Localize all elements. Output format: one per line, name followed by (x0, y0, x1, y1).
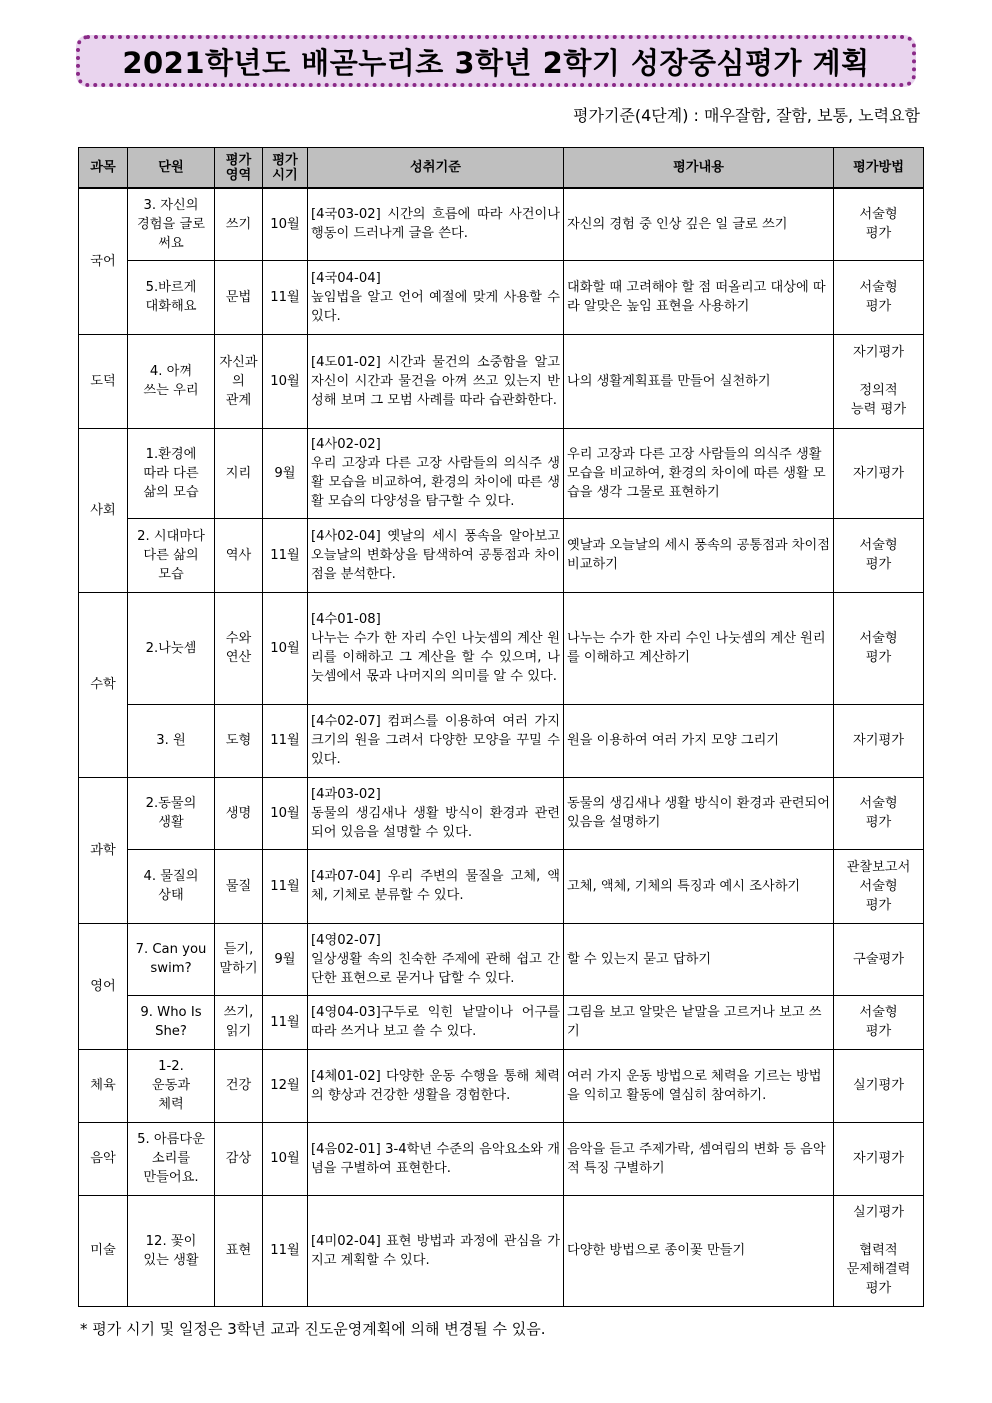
content-cell: 그림을 보고 알맞은 낱말을 고르거나 보고 쓰기 (564, 995, 834, 1049)
table-row (79, 1195, 924, 1306)
area-cell: 역사 (215, 518, 263, 592)
content-cell: 여러 가지 운동 방법으로 체력을 기르는 방법을 익히고 활동에 열심히 참여하기. (564, 1049, 834, 1122)
table-row (79, 518, 924, 592)
unit-cell: 1-2. 운동과 체력 (128, 1049, 215, 1122)
page-title: 2021학년도 배곧누리초 3학년 2학기 성장중심평가 계획 (122, 45, 870, 80)
table-header-row (79, 148, 924, 189)
header-method: 평가방법 (834, 148, 924, 189)
area-cell: 수와 연산 (215, 592, 263, 704)
table-row (79, 334, 924, 428)
area-cell: 자신과 의 관계 (215, 334, 263, 428)
unit-cell: 5.바르게 대화해요 (128, 260, 215, 334)
content-cell: 원을 이용하여 여러 가지 모양 그리기 (564, 704, 834, 777)
standard-cell: [4영02-07] 일상생활 속의 친숙한 주제에 관해 쉽고 간단한 표현으로 묻거나 답할 수 있다. (308, 923, 564, 995)
content-cell: 나의 생활계획표를 만들어 실천하기 (564, 334, 834, 428)
time-cell: 11월 (263, 1195, 308, 1306)
subject-cell: 음악 (79, 1122, 128, 1195)
evaluation-criteria: 평가기준(4단계) : 매우잘함, 잘함, 보통, 노력요함 (573, 106, 920, 125)
table-row (79, 1049, 924, 1122)
area-cell: 문법 (215, 260, 263, 334)
standard-cell: [4미02-04] 표현 방법과 과정에 관심을 가지고 계획할 수 있다. (308, 1195, 564, 1306)
footnote: * 평가 시기 및 일정은 3학년 교과 진도운영계획에 의해 변경될 수 있음. (80, 1320, 546, 1338)
content-cell: 동물의 생김새나 생활 방식이 환경과 관련되어 있음을 설명하기 (564, 777, 834, 849)
standard-cell: [4수01-08] 나누는 수가 한 자리 수인 나눗셈의 계산 원리를 이해하고 그 계산을 할 수 있으며, 나눗셈에서 몫과 나머지의 의미를 알 수 있다. (308, 592, 564, 704)
table-row (79, 995, 924, 1049)
standard-cell: [4사02-04] 옛날의 세시 풍속을 알아보고 오늘날의 변화상을 탐색하여 공통점과 차이점을 분석한다. (308, 518, 564, 592)
standard-cell: [4수02-07] 컴퍼스를 이용하여 여러 가지 크기의 원을 그려서 다양한 모양을 꾸밀 수 있다. (308, 704, 564, 777)
time-cell: 10월 (263, 188, 308, 260)
content-cell: 우리 고장과 다른 고장 사람들의 의식주 생활 모습을 비교하여, 환경의 차이에 따른 생활 모습을 생각 그물로 표현하기 (564, 428, 834, 518)
unit-cell: 2.동물의 생활 (128, 777, 215, 849)
subject-cell: 영어 (79, 923, 128, 1049)
table-row (79, 1122, 924, 1195)
unit-cell: 4. 물질의 상태 (128, 849, 215, 923)
title-banner (76, 35, 916, 87)
subject-cell: 미술 (79, 1195, 128, 1306)
area-cell: 듣기, 말하기 (215, 923, 263, 995)
subject-cell: 국어 (79, 188, 128, 334)
subject-cell: 사회 (79, 428, 128, 592)
header-area: 평가 영역 (215, 148, 263, 189)
time-cell: 11월 (263, 995, 308, 1049)
method-cell: 자기평가 (834, 1122, 924, 1195)
method-cell: 실기평가 (834, 1049, 924, 1122)
content-cell: 할 수 있는지 묻고 답하기 (564, 923, 834, 995)
header-time: 평가 시기 (263, 148, 308, 189)
table-row (79, 428, 924, 518)
time-cell: 9월 (263, 923, 308, 995)
time-cell: 10월 (263, 777, 308, 849)
unit-cell: 4. 아껴 쓰는 우리 (128, 334, 215, 428)
table-row (79, 592, 924, 704)
standard-cell: [4음02-01] 3-4학년 수준의 음악요소와 개념을 구별하여 표현한다. (308, 1122, 564, 1195)
area-cell: 감상 (215, 1122, 263, 1195)
unit-cell: 3. 원 (128, 704, 215, 777)
unit-cell: 5. 아름다운 소리를 만들어요. (128, 1122, 215, 1195)
standard-cell: [4과07-04] 우리 주변의 물질을 고체, 액체, 기체로 분류할 수 있다. (308, 849, 564, 923)
subject-cell: 과학 (79, 777, 128, 923)
time-cell: 10월 (263, 1122, 308, 1195)
time-cell: 11월 (263, 518, 308, 592)
table-row (79, 188, 924, 260)
method-cell: 실기평가 협력적 문제해결력 평가 (834, 1195, 924, 1306)
standard-cell: [4과03-02] 동물의 생김새나 생활 방식이 환경과 관련되어 있음을 설명할 수 있다. (308, 777, 564, 849)
area-cell: 도형 (215, 704, 263, 777)
method-cell: 구술평가 (834, 923, 924, 995)
table-row (79, 923, 924, 995)
time-cell: 9월 (263, 428, 308, 518)
content-cell: 나누는 수가 한 자리 수인 나눗셈의 계산 원리를 이해하고 계산하기 (564, 592, 834, 704)
area-cell: 생명 (215, 777, 263, 849)
content-cell: 다양한 방법으로 종이꽃 만들기 (564, 1195, 834, 1306)
unit-cell: 9. Who Is She? (128, 995, 215, 1049)
content-cell: 대화할 때 고려해야 할 점 떠올리고 대상에 따라 알맞은 높임 표현을 사용하기 (564, 260, 834, 334)
subject-cell: 수학 (79, 592, 128, 777)
time-cell: 11월 (263, 704, 308, 777)
standard-cell: [4체01-02] 다양한 운동 수행을 통해 체력의 향상과 건강한 생활을 경험한다. (308, 1049, 564, 1122)
header-unit: 단원 (128, 148, 215, 189)
standard-cell: [4국04-04] 높임법을 알고 언어 예절에 맞게 사용할 수 있다. (308, 260, 564, 334)
standard-cell: [4영04-03]구두로 익힌 낱말이나 어구를 따라 쓰거나 보고 쓸 수 있다. (308, 995, 564, 1049)
unit-cell: 1.환경에 따라 다른 삶의 모습 (128, 428, 215, 518)
unit-cell: 12. 꽃이 있는 생활 (128, 1195, 215, 1306)
header-subject: 과목 (79, 148, 128, 189)
table-row (79, 260, 924, 334)
unit-cell: 3. 자신의 경험을 글로 써요 (128, 188, 215, 260)
header-standard: 성취기준 (308, 148, 564, 189)
content-cell: 고체, 액체, 기체의 특징과 예시 조사하기 (564, 849, 834, 923)
area-cell: 건강 (215, 1049, 263, 1122)
table-row (79, 777, 924, 849)
area-cell: 물질 (215, 849, 263, 923)
evaluation-plan-table (78, 147, 924, 1307)
unit-cell: 2. 시대마다 다른 삶의 모습 (128, 518, 215, 592)
method-cell: 서술형 평가 (834, 260, 924, 334)
subject-cell: 도덕 (79, 334, 128, 428)
table-row (79, 849, 924, 923)
content-cell: 음악을 듣고 주제가락, 셈여림의 변화 등 음악적 특징 구별하기 (564, 1122, 834, 1195)
method-cell: 자기평가 (834, 428, 924, 518)
time-cell: 10월 (263, 592, 308, 704)
area-cell: 지리 (215, 428, 263, 518)
standard-cell: [4사02-02] 우리 고장과 다른 고장 사람들의 의식주 생활 모습을 비교하여, 환경의 차이에 따른 생활 모습의 다양성을 탐구할 수 있다. (308, 428, 564, 518)
method-cell: 관찰보고서 서술형 평가 (834, 849, 924, 923)
standard-cell: [4도01-02] 시간과 물건의 소중함을 알고 자신이 시간과 물건을 아껴 쓰고 있는지 반성해 보며 그 모범 사례를 따라 습관화한다. (308, 334, 564, 428)
time-cell: 11월 (263, 260, 308, 334)
unit-cell: 2.나눗셈 (128, 592, 215, 704)
content-cell: 자신의 경험 중 인상 깊은 일 글로 쓰기 (564, 188, 834, 260)
method-cell: 자기평가 정의적 능력 평가 (834, 334, 924, 428)
header-content: 평가내용 (564, 148, 834, 189)
method-cell: 서술형 평가 (834, 592, 924, 704)
time-cell: 12월 (263, 1049, 308, 1122)
area-cell: 쓰기 (215, 188, 263, 260)
unit-cell: 7. Can you swim? (128, 923, 215, 995)
subject-cell: 체육 (79, 1049, 128, 1122)
area-cell: 쓰기, 읽기 (215, 995, 263, 1049)
time-cell: 10월 (263, 334, 308, 428)
time-cell: 11월 (263, 849, 308, 923)
table-row (79, 704, 924, 777)
method-cell: 서술형 평가 (834, 995, 924, 1049)
method-cell: 서술형 평가 (834, 188, 924, 260)
area-cell: 표현 (215, 1195, 263, 1306)
method-cell: 서술형 평가 (834, 518, 924, 592)
content-cell: 옛날과 오늘날의 세시 풍속의 공통점과 차이점 비교하기 (564, 518, 834, 592)
method-cell: 서술형 평가 (834, 777, 924, 849)
standard-cell: [4국03-02] 시간의 흐름에 따라 사건이나 행동이 드러나게 글을 쓴다. (308, 188, 564, 260)
method-cell: 자기평가 (834, 704, 924, 777)
